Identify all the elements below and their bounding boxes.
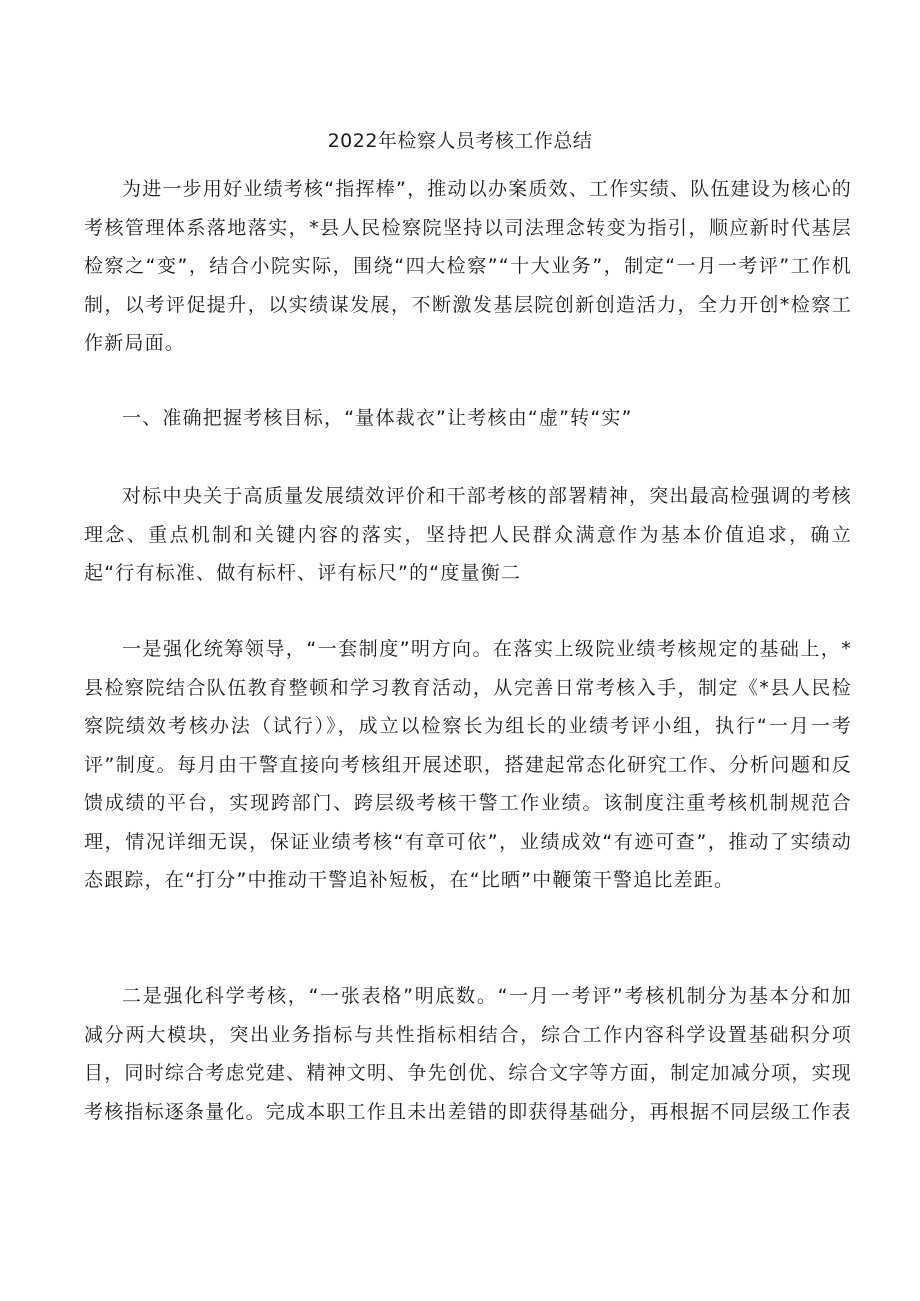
- section-heading: 一、准确把握考核目标，“量体裁衣”让考核由“虚”转“实”: [122, 407, 633, 429]
- body-paragraph: 一是强化统筹领导，“一套制度”明方向。在落实上级院业绩考核规定的基础上，*县检察院结合队伍教育整顿和学习教育活动，从完善日常考核入手，制定《*县人民检察院绩效考核办法（试行）》，成立以检察长为组长的业绩考评小组，执行“一月一考评”制度。每月由干警直接向考核组开展述职，搭建起常态化研究工作、分析问题和反馈成绩的平台，实现跨部门、跨层级考核干警工作业绩。该制度注重考核机制规范合理，情况详细无误，保证业绩考核“有章可依”，业绩成效“有迹可查”，推动了实绩动态跟踪，在“打分”中推动干警追补短板，在“比晒”中鞭策干警追比差距。: [84, 638, 852, 891]
- body-paragraph: 对标中央关于高质量发展绩效评价和干部考核的部署精神，突出最高检强调的考核理念、重点机制和关键内容的落实，坚持把人民群众满意作为基本价值追求，确立起“行有标准、做有标杆、评有标尺”的“度量衡二: [84, 485, 852, 584]
- intro-paragraph: 为进一步用好业绩考核“指挥棒”，推动以办案质效、工作实绩、队伍建设为核心的考核管理体系落地落实，*县人民检察院坚持以司法理念转变为指引，顺应新时代基层检察之“变”，结合小院实际，围绕“四大检察”“十大业务”，制定“一月一考评”工作机制，以考评促提升，以实绩谋发展，不断激发基层院创新创造活力，全力开创*检察工作新局面。: [84, 178, 852, 354]
- document-title: 2022年检察人员考核工作总结: [327, 130, 593, 152]
- body-paragraph: 二是强化科学考核，“一张表格”明底数。“一月一考评”考核机制分为基本分和加减分两大模块，突出业务指标与共性指标相结合，综合工作内容科学设置基础积分项目，同时综合考虑党建、精神文明、争先创优、综合文字等方面，制定加减分项，实现考核指标逐条量化。完成本职工作且未出差错的即获得基础分，再根据不同层级工作表: [84, 985, 852, 1123]
